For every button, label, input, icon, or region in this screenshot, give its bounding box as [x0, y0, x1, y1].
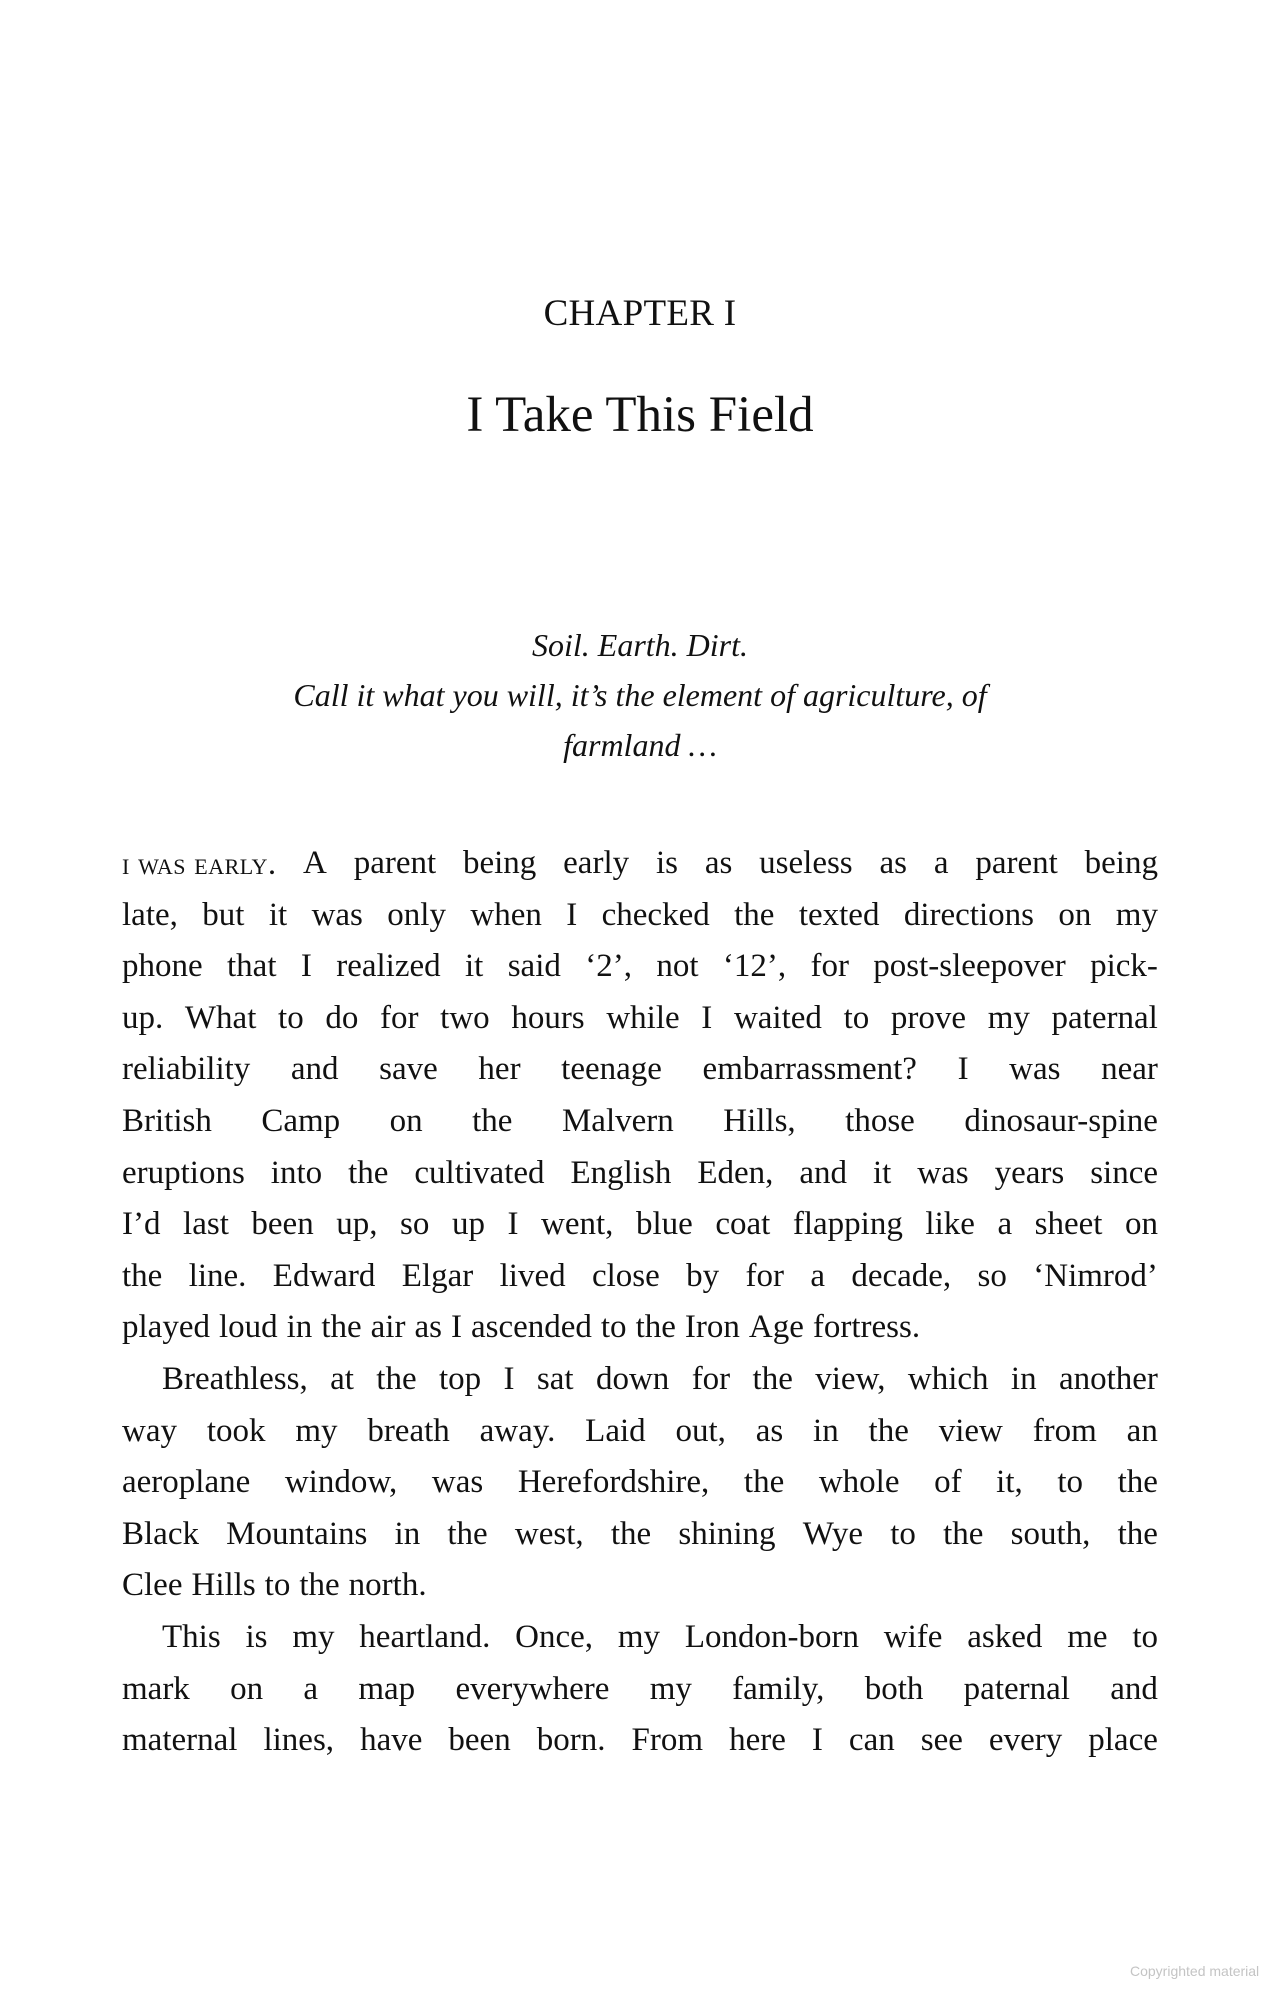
- chapter-title: I Take This Field: [466, 387, 814, 443]
- text-line: I’d last been up, so up I went, blue coat flapping like a sheet on: [122, 1206, 1158, 1243]
- text-line: reliability and save her teenage embarrassment? I was near: [122, 1051, 1158, 1088]
- text-line: the line. Edward Elgar lived close by for a decade, so ‘Nimrod’: [122, 1257, 1158, 1294]
- text-line: Clee Hills to the north.: [122, 1567, 427, 1604]
- text-line: late, but it was only when I checked the texted directions on my: [122, 896, 1158, 933]
- text-line: i was early. A parent being early is as useless as a parent being: [122, 845, 1158, 882]
- epigraph-line: farmland …: [563, 727, 717, 763]
- copyright-watermark: Copyrighted material: [1130, 1963, 1260, 1979]
- text-line: up. What to do for two hours while I waited to prove my paternal: [122, 999, 1158, 1036]
- body-text: [122, 838, 1158, 1767]
- text-line: played loud in the air as I ascended to the Iron Age fortress.: [122, 1309, 921, 1346]
- epigraph-line: Call it what you will, it’s the element of agriculture, of: [293, 677, 987, 713]
- text-line: Black Mountains in the west, the shining Wye to the south, the: [122, 1515, 1158, 1552]
- lead-in-small-caps: i was early: [122, 846, 268, 881]
- chapter-label: CHAPTER I: [543, 293, 737, 334]
- epigraph: [0, 620, 1280, 770]
- epigraph-line: Soil. Earth. Dirt.: [531, 627, 748, 663]
- text-line: aeroplane window, was Herefordshire, the whole of it, to the: [122, 1464, 1158, 1501]
- text-line: mark on a map everywhere my family, both paternal and: [122, 1670, 1158, 1707]
- text-line: way took my breath away. Laid out, as in the view from an: [122, 1412, 1158, 1449]
- text-line: eruptions into the cultivated English Eden, and it was years since: [122, 1154, 1158, 1191]
- text-line: Breathless, at the top I sat down for the view, which in another: [162, 1360, 1158, 1397]
- paragraph: [122, 838, 1158, 1354]
- text-line: British Camp on the Malvern Hills, those dinosaur-spine: [122, 1102, 1158, 1139]
- paragraph: [122, 1612, 1158, 1767]
- paragraph: [122, 1354, 1158, 1612]
- text-line: This is my heartland. Once, my London-born wife asked me to: [162, 1618, 1158, 1655]
- text-line: phone that I realized it said ‘2’, not ‘12’, for post-sleepover pick-: [122, 948, 1158, 985]
- text-line: maternal lines, have been born. From here I can see every place: [122, 1722, 1158, 1759]
